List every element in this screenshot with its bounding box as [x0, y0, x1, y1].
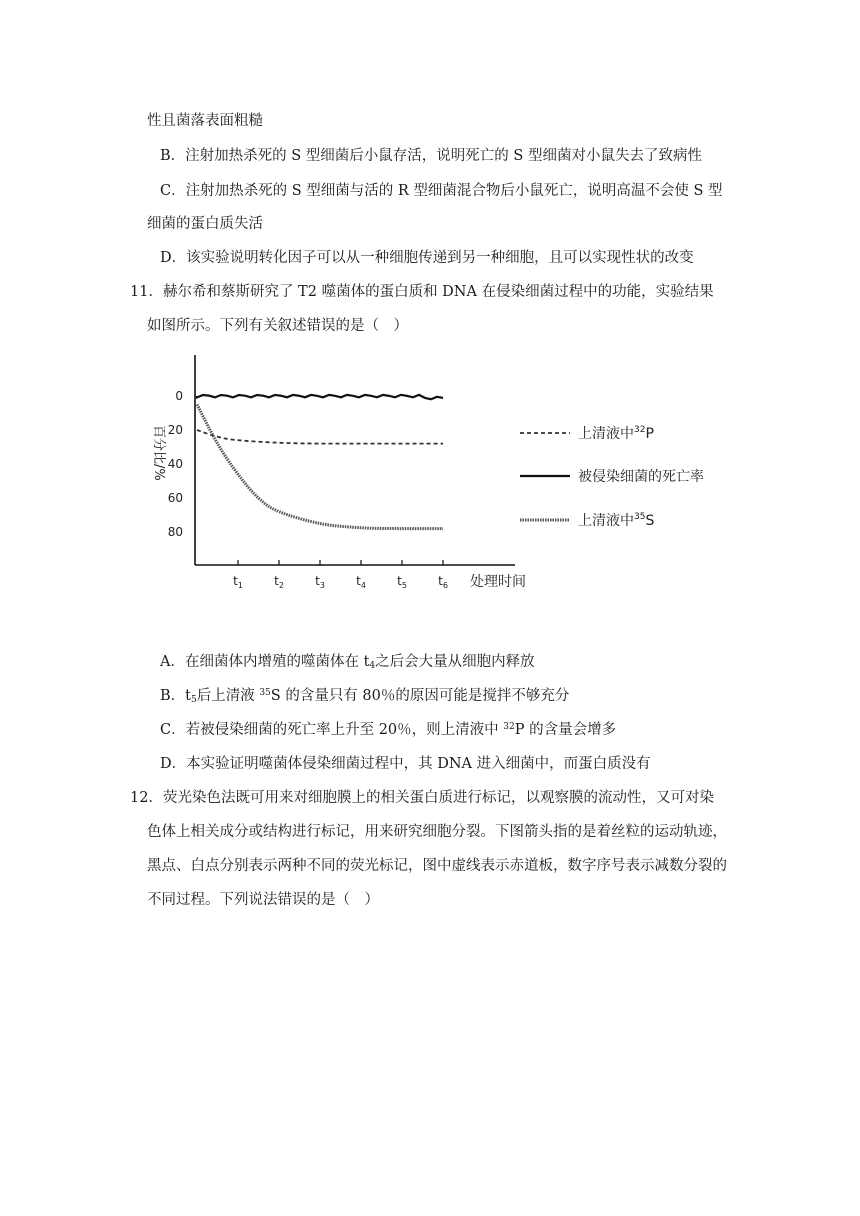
q10-option-d: D．该实验说明转化因子可以从一种细胞传递到另一种细胞，且可以实现性状的改变 — [160, 250, 694, 266]
x-tick-label: $t_1$ — [233, 574, 243, 590]
q10-option-b: B．注射加热杀死的 S 型细菌后小鼠存活，说明死亡的 S 型细菌对小鼠失去了致病性 — [160, 148, 702, 164]
q12-stem-cont-1: 色体上相关成分或结构进行标记，用来研究细胞分裂。下图箭头指的是着丝粒的运动轨迹， — [147, 824, 727, 840]
series-line-3 — [197, 405, 443, 529]
phage-infection-chart — [120, 345, 740, 605]
legend-label-2: 被侵染细菌的死亡率 — [578, 469, 704, 485]
series-line-1 — [197, 430, 443, 444]
q12-stem-cont-2: 黑点、白点分别表示两种不同的荧光标记，图中虚线表示赤道板，数字序号表示减数分裂的 — [147, 858, 727, 874]
q11-stem-cont: 如图所示。下列有关叙述错误的是（ ） — [147, 318, 408, 334]
series-line-2 — [197, 395, 443, 399]
x-tick-label: $t_6$ — [438, 574, 448, 590]
q10-option-c-cont: 细菌的蛋白质失活 — [147, 216, 263, 232]
legend-label-1: 上清液中$^{32}$P — [578, 425, 654, 442]
y-axis-label: 百分比/% — [151, 425, 166, 481]
q11-option-d: D．本实验证明噬菌体侵染细菌过程中，其 DNA 进入细菌中，而蛋白质没有 — [160, 756, 651, 772]
y-tick-label: 60 — [167, 491, 183, 505]
q11-option-a: A．在细菌体内增殖的噬菌体在 $t_4$之后会大量从细胞内释放 — [160, 654, 535, 671]
y-tick-label: 80 — [167, 525, 183, 539]
x-axis-label: 处理时间 — [470, 574, 526, 590]
legend-label-3: 上清液中$^{35}$S — [578, 512, 655, 529]
x-tick-label: $t_4$ — [356, 574, 366, 590]
q10-option-c: C．注射加热杀死的 S 型细菌与活的 R 型细菌混合物后小鼠死亡，说明高温不会使 S 型 — [160, 183, 723, 199]
y-tick-label: 20 — [167, 423, 183, 437]
x-tick-label: $t_2$ — [274, 574, 284, 590]
y-tick-label: 40 — [167, 457, 183, 471]
x-tick-label: $t_3$ — [315, 574, 325, 590]
q11-stem: 11．赫尔希和蔡斯研究了 T2 噬菌体的蛋白质和 DNA 在侵染细菌过程中的功能，实验结果 — [130, 284, 714, 300]
q11-option-b: B．$t_5$后上清液 $^{35}$S 的含量只有 80％的原因可能是搅拌不够充分 — [160, 688, 570, 705]
q12-stem-cont-3: 不同过程。下列说法错误的是（ ） — [147, 892, 379, 908]
y-tick-label: 0 — [175, 389, 183, 403]
x-tick-label: $t_5$ — [397, 574, 407, 590]
q12-stem: 12．荧光染色法既可用来对细胞膜上的相关蛋白质进行标记，以观察膜的流动性，又可对染 — [130, 790, 714, 806]
q11-option-c: C．若被侵染细菌的死亡率上升至 20％，则上清液中 $^{32}$P 的含量会增多 — [160, 722, 617, 738]
text-line-continued: 性且菌落表面粗糙 — [147, 113, 263, 129]
